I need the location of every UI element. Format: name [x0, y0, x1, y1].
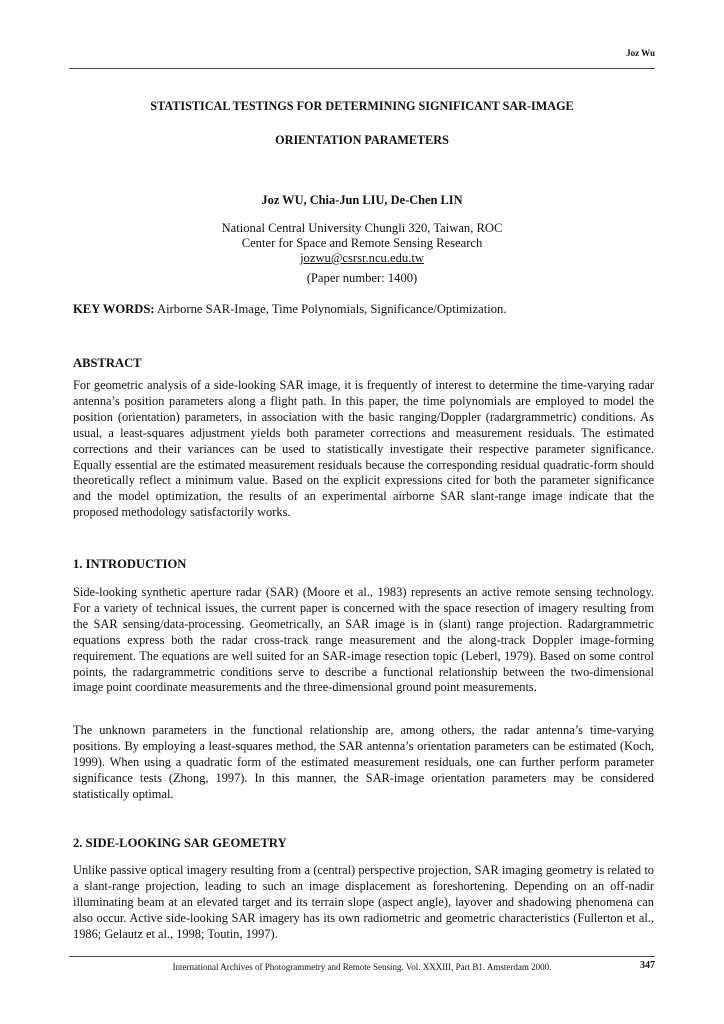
footer-rule — [69, 956, 655, 957]
page-number: 347 — [640, 960, 655, 971]
author-list: Joz WU, Chia-Jun LIU, De-Chen LIN — [261, 193, 463, 207]
abstract-paragraph: For geometric analysis of a side-looking SAR image, it is frequently of interest to determine the time-varying radar antenna’s position parameters along a flight path. In this paper, the time polynomials are employed to model the position (orientation) parameters, in association with the basic ranging/Doppler (radargrammetric) conditions. As usual, a least-squares adjustment yields both parameter corrections and measurement residuals. The estimated corrections and their variances can be used to statistically investigate their respective parameter significance. Equally essential are the estimated measurement residuals because the corresponding residual quadratic-form should theoretically reflect a minimum value. Based on the explicit expressions cited for both the parameter significance and the model optimization, the results of an experimental airborne SAR slant-range image indicate that the proposed methodology satisfactorily works. — [73, 378, 654, 520]
running-head: Joz Wu — [626, 48, 655, 58]
affiliation-line-2: Center for Space and Remote Sensing Research — [241, 236, 483, 250]
paper-title-line-1: STATISTICAL TESTINGS FOR DETERMINING SIGNIFICANT SAR-IMAGE — [150, 99, 574, 113]
abstract-heading: ABSTRACT — [73, 356, 142, 370]
header-rule — [69, 68, 655, 69]
introduction-paragraph-1: Side-looking synthetic aperture radar (SAR) (Moore et al., 1983) represents an active remote sensing technology. For a variety of technical issues, the current paper is concerned with the space resection of imagery resulting from the SAR sensing/data-processing. Geometrically, an SAR image is in (slant) range projection. Radargrammetric equations express both the radar cross-track range measurement and the along-track Doppler image-forming requirement. The equations are well suited for an SAR-image resection topic (Leberl, 1979). Based on some control points, the radargrammetric conditions serve to describe a functional relationship between the two-dimensional image point coordinate measurements and the three-dimensional ground point measurements. — [73, 585, 654, 695]
introduction-heading: 1. INTRODUCTION — [73, 557, 187, 571]
author-email-link[interactable]: jozwu@csrsr.ncu.edu.tw — [300, 251, 424, 265]
affiliation-line-1: National Central University Chungli 320, Taiwan, ROC — [221, 221, 503, 235]
geometry-paragraph: Unlike passive optical imagery resulting from a (central) perspective projection, SAR imaging geometry is related to a slant-range projection, leading to such an image displacement as foreshortening. Depending on an off-nadir illuminating beam at an elevated target and its terrain slope (aspect angle), layover and shadowing phenomena can also occur. Active side-looking SAR imagery has its own radiometric and geometric characteristics (Fullerton et al., 1986; Gelautz et al., 1998; Toutin, 1997). — [73, 863, 654, 941]
paper-number: (Paper number: 1400) — [306, 271, 418, 285]
introduction-paragraph-2: The unknown parameters in the functional relationship are, among others, the radar antenna’s time-varying positions. By employing a least-squares method, the SAR antenna’s orientation parameters can be estimated (Koch, 1999). When using a quadratic form of the estimated measurement residuals, one can further perform parameter significance tests (Zhong, 1997). In this manner, the SAR-image orientation parameters may be considered statistically optimal. — [73, 723, 654, 801]
keywords-line — [73, 302, 653, 317]
footer-citation: International Archives of Photogrammetry and Remote Sensing. Vol. XXXIII, Part B1. Amsterdam 2000. — [172, 962, 552, 972]
keywords-text: Airborne SAR-Image, Time Polynomials, Significance/Optimization. — [157, 302, 507, 316]
affiliation-block — [69, 221, 655, 266]
geometry-heading: 2. SIDE-LOOKING SAR GEOMETRY — [73, 836, 287, 850]
keywords-label: KEY WORDS: — [73, 302, 155, 316]
paper-title-line-2: ORIENTATION PARAMETERS — [275, 133, 449, 147]
